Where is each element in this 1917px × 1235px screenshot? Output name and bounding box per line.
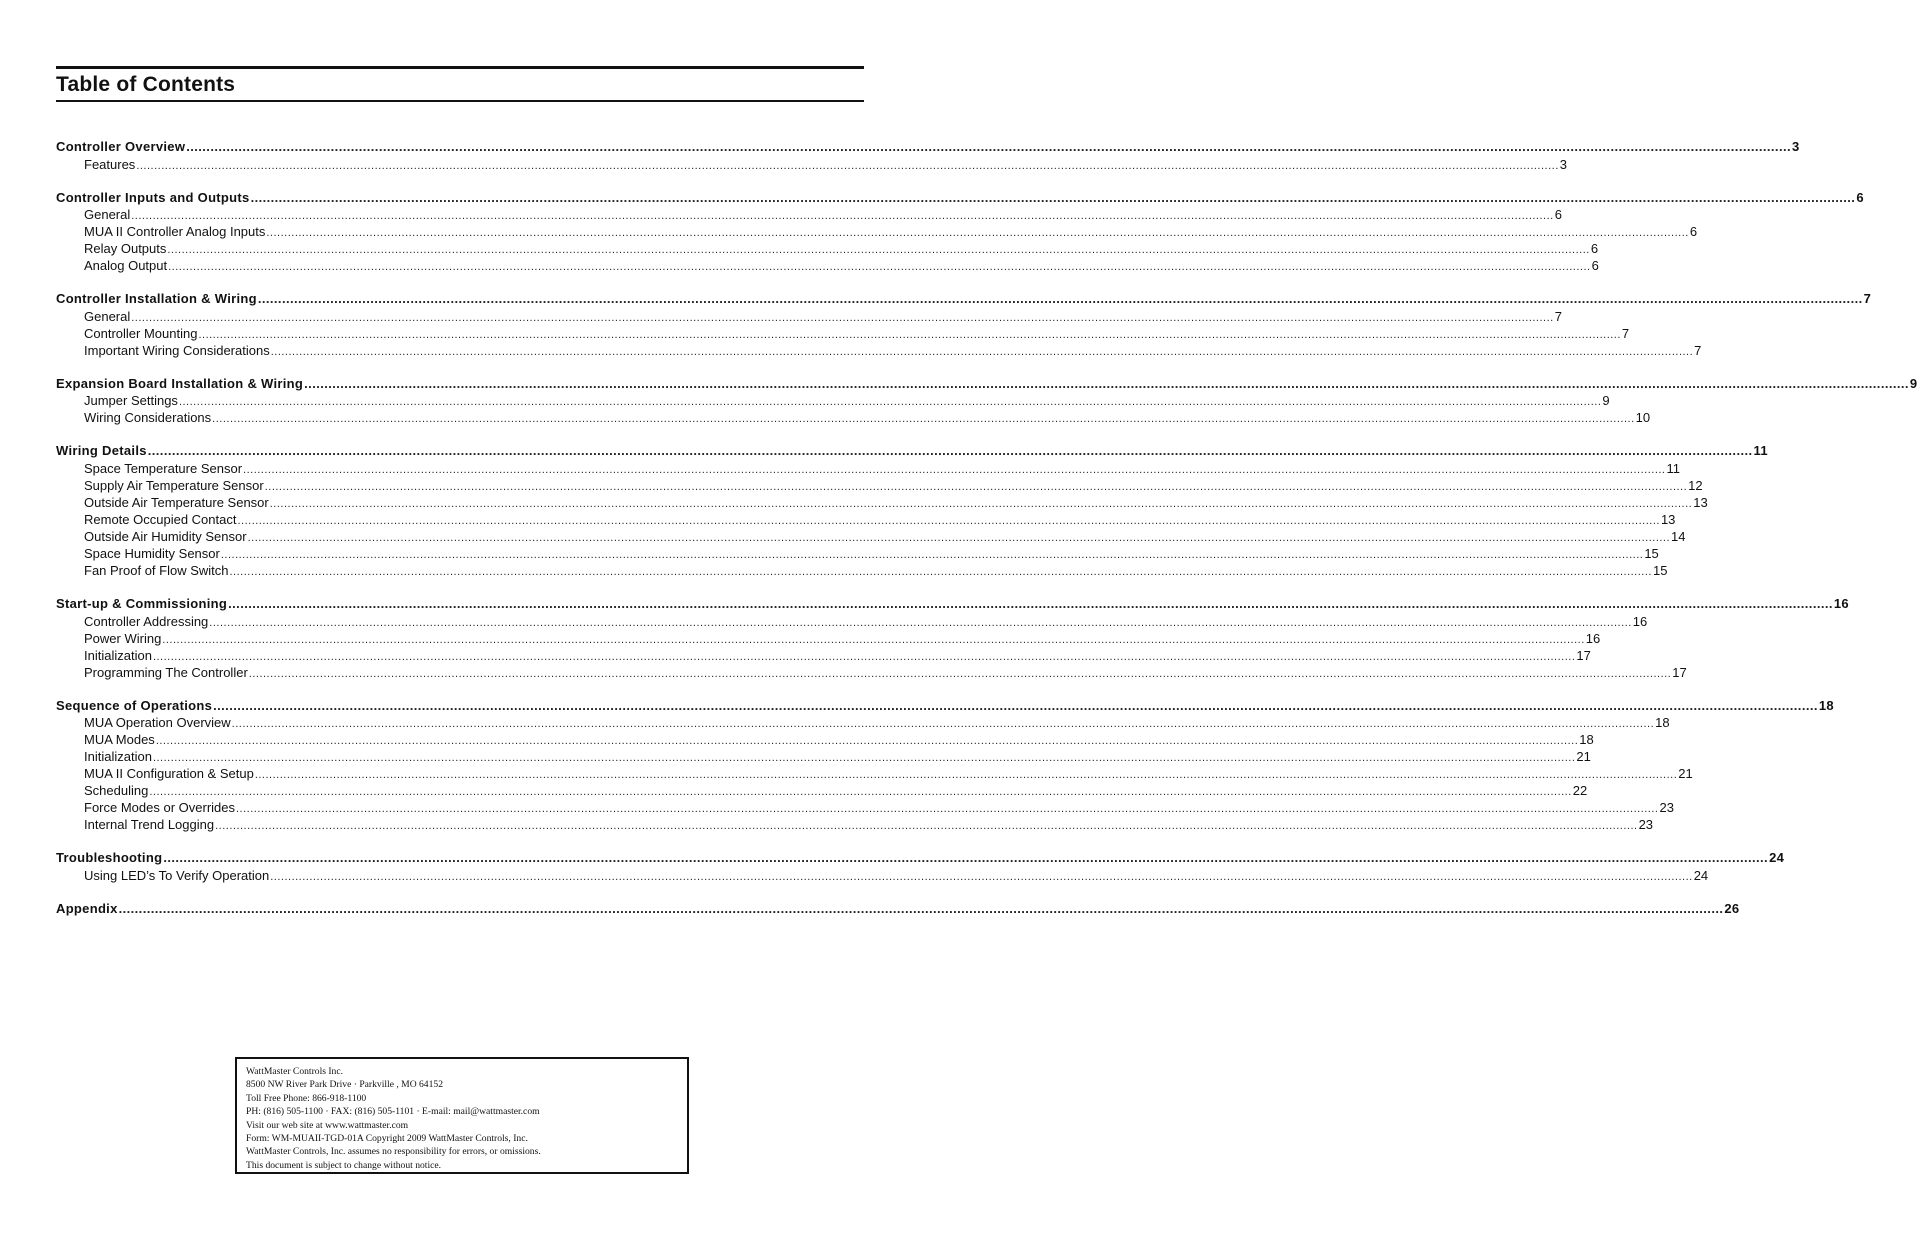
footer-line: WattMaster Controls Inc.	[246, 1066, 344, 1077]
page-number: 17	[1576, 647, 1591, 663]
dot-leader: ................................................................................................................................................................................................................................................................................................................................................................................................................	[229, 565, 1652, 578]
dot-leader: ................................................................................................................................................................................................................................................................................................................................................................................................................	[167, 244, 1590, 257]
page-number: 3	[1559, 156, 1568, 172]
entry-label: Wiring Considerations	[84, 410, 212, 426]
toc-entry[interactable]	[56, 156, 1568, 174]
entry-label: Force Modes or Overrides	[84, 800, 235, 816]
title-rule-top	[56, 66, 864, 69]
entry-label: Features	[84, 156, 136, 172]
entry-label: Supply Air Temperature Sensor	[84, 477, 264, 493]
page-number: 15	[1644, 545, 1659, 561]
dot-leader: ................................................................................................................................................................................................................................................................................................................................................................................................................	[136, 159, 1559, 172]
dot-leader: ................................................................................................................................................................................................................................................................................................................................................................................................................	[118, 900, 1724, 916]
toc-section-heading[interactable]	[56, 291, 1872, 309]
dot-leader: ................................................................................................................................................................................................................................................................................................................................................................................................................	[269, 497, 1693, 510]
toc-section-heading[interactable]	[56, 443, 1768, 461]
section-title: Sequence of Operations	[56, 697, 213, 713]
dot-leader: ................................................................................................................................................................................................................................................................................................................................................................................................................	[152, 650, 1576, 663]
entry-label: MUA Modes	[84, 732, 155, 748]
toc-entry[interactable]	[56, 207, 1562, 224]
entry-label: Remote Occupied Contact	[84, 511, 237, 527]
footer-contact-box	[235, 1057, 689, 1174]
toc-entry[interactable]	[56, 511, 1676, 529]
dot-leader: ................................................................................................................................................................................................................................................................................................................................................................................................................	[131, 311, 1554, 324]
toc-entry[interactable]	[56, 393, 1610, 410]
page-title: Table of Contents	[56, 73, 236, 96]
toc-section-heading[interactable]	[56, 900, 1740, 919]
dot-leader: ................................................................................................................................................................................................................................................................................................................................................................................................................	[149, 786, 1572, 799]
dot-leader: ................................................................................................................................................................................................................................................................................................................................................................................................................	[237, 514, 1660, 527]
toc-entry[interactable]	[56, 630, 1601, 648]
page-number: 24	[1693, 867, 1709, 883]
entry-label: Controller Addressing	[84, 613, 209, 629]
dot-leader: ................................................................................................................................................................................................................................................................................................................................................................................................................	[266, 227, 1689, 240]
page-number: 18	[1818, 697, 1834, 713]
page-number: 6	[1856, 189, 1864, 205]
page-number: 6	[1689, 224, 1698, 240]
footer-line: PH: (816) 505-1100 · FAX: (816) 505-1101 · E-mail: mail@wattmaster.com	[246, 1106, 540, 1118]
toc-section-heading[interactable]	[56, 139, 1800, 157]
page-number: 22	[1572, 783, 1588, 799]
toc-entry[interactable]	[56, 224, 1698, 241]
page-number: 24	[1769, 850, 1785, 866]
entry-label: General	[84, 308, 131, 324]
dot-leader: ................................................................................................................................................................................................................................................................................................................................................................................................................	[270, 345, 1694, 358]
toc-section	[56, 595, 1849, 682]
footer-line: This document is subject to change without notice.	[246, 1159, 442, 1171]
entry-label: MUA II Configuration & Setup	[84, 766, 254, 782]
page-number: 13	[1660, 511, 1676, 527]
toc-section	[56, 375, 1917, 428]
section-title: Expansion Board Installation & Wiring	[56, 375, 304, 391]
section-title: Wiring Details	[56, 443, 147, 459]
toc-section-heading[interactable]	[56, 697, 1834, 716]
page-number: 13	[1693, 494, 1708, 510]
page-number: 17	[1672, 664, 1687, 680]
page-number: 7	[1621, 325, 1630, 341]
title-rule-bottom	[56, 100, 864, 102]
entry-label: Programming The Controller	[84, 664, 248, 680]
toc-entry[interactable]	[56, 800, 1674, 817]
page-number: 7	[1554, 308, 1562, 324]
page-number: 7	[1694, 342, 1702, 358]
page-number: 16	[1585, 630, 1601, 646]
toc-entry[interactable]	[56, 460, 1680, 478]
page-number: 21	[1576, 749, 1591, 765]
toc-section	[56, 139, 1800, 174]
dot-leader: ................................................................................................................................................................................................................................................................................................................................................................................................................	[209, 616, 1632, 629]
page-number: 21	[1678, 766, 1693, 782]
dot-leader: ................................................................................................................................................................................................................................................................................................................................................................................................................	[152, 752, 1576, 765]
toc-entry[interactable]	[56, 562, 1668, 580]
section-title: Troubleshooting	[56, 850, 163, 866]
toc-entry[interactable]	[56, 783, 1588, 800]
dot-leader: ................................................................................................................................................................................................................................................................................................................................................................................................................	[250, 189, 1856, 205]
dot-leader: ................................................................................................................................................................................................................................................................................................................................................................................................................	[215, 820, 1638, 833]
toc-entry[interactable]	[56, 817, 1654, 834]
entry-label: Relay Outputs	[84, 241, 167, 257]
page-number: 23	[1638, 817, 1654, 833]
toc-entry[interactable]	[56, 545, 1659, 563]
toc-entry[interactable]	[56, 715, 1670, 732]
footer-line: Visit our web site at www.wattmaster.com	[246, 1119, 409, 1131]
toc-entry[interactable]	[56, 749, 1591, 766]
dot-leader: ................................................................................................................................................................................................................................................................................................................................................................................................................	[186, 139, 1791, 154]
section-title: Controller Installation & Wiring	[56, 291, 257, 307]
dot-leader: ................................................................................................................................................................................................................................................................................................................................................................................................................	[178, 396, 1602, 409]
dot-leader: ................................................................................................................................................................................................................................................................................................................................................................................................................	[254, 769, 1678, 782]
toc-section	[56, 900, 1740, 919]
toc-section	[56, 189, 1864, 276]
dot-leader: ................................................................................................................................................................................................................................................................................................................................................................................................................	[264, 480, 1688, 493]
page-number: 6	[1554, 207, 1562, 223]
entry-label: Outside Air Humidity Sensor	[84, 528, 247, 544]
dot-leader: ................................................................................................................................................................................................................................................................................................................................................................................................................	[198, 328, 1621, 341]
toc-section-heading[interactable]	[56, 375, 1917, 394]
footer-line: 8500 NW River Park Drive · Parkville , MO 64152	[246, 1079, 443, 1091]
page-number: 15	[1652, 562, 1668, 578]
page-number: 18	[1579, 732, 1594, 748]
toc-entry[interactable]	[56, 664, 1687, 682]
entry-label: Outside Air Temperature Sensor	[84, 494, 269, 510]
page-number: 26	[1724, 900, 1740, 916]
page-number: 16	[1833, 595, 1849, 611]
dot-leader: ................................................................................................................................................................................................................................................................................................................................................................................................................	[155, 735, 1579, 748]
dot-leader: ................................................................................................................................................................................................................................................................................................................................................................................................................	[243, 463, 1666, 476]
page-number: 11	[1753, 443, 1768, 459]
toc-section	[56, 850, 1785, 885]
entry-label: Space Humidity Sensor	[84, 545, 220, 561]
page-number: 3	[1791, 139, 1800, 154]
toc-section-heading[interactable]	[56, 189, 1864, 208]
entry-label: Jumper Settings	[84, 393, 178, 409]
footer-line: WattMaster Controls, Inc. assumes no responsibility for errors, or omissions.	[246, 1146, 541, 1158]
toc-section-heading[interactable]	[56, 595, 1849, 614]
section-title: Controller Overview	[56, 139, 186, 154]
table-of-contents	[56, 139, 1917, 934]
toc-entry[interactable]	[56, 410, 1651, 427]
dot-leader: ................................................................................................................................................................................................................................................................................................................................................................................................................	[304, 375, 1909, 391]
toc-entry[interactable]	[56, 613, 1648, 631]
page-number: 11	[1666, 460, 1680, 476]
dot-leader: ................................................................................................................................................................................................................................................................................................................................................................................................................	[131, 210, 1554, 223]
dot-leader: ................................................................................................................................................................................................................................................................................................................................................................................................................	[168, 261, 1591, 274]
toc-section	[56, 443, 1768, 580]
toc-entry[interactable]	[56, 732, 1594, 749]
entry-label: Analog Output	[84, 258, 168, 274]
entry-label: MUA Operation Overview	[84, 715, 231, 731]
footer-line: Toll Free Phone: 866-918-1100	[246, 1092, 367, 1104]
entry-label: MUA II Controller Analog Inputs	[84, 224, 266, 240]
dot-leader: ................................................................................................................................................................................................................................................................................................................................................................................................................	[257, 291, 1863, 307]
section-title: Appendix	[56, 900, 118, 916]
dot-leader: ................................................................................................................................................................................................................................................................................................................................................................................................................	[163, 850, 1769, 866]
page-number: 18	[1655, 715, 1670, 731]
toc-entry[interactable]	[56, 258, 1599, 275]
dot-leader: ................................................................................................................................................................................................................................................................................................................................................................................................................	[213, 697, 1818, 713]
page-number: 9	[1909, 375, 1917, 391]
toc-section-heading[interactable]	[56, 850, 1785, 868]
dot-leader: ................................................................................................................................................................................................................................................................................................................................................................................................................	[247, 531, 1671, 544]
entry-label: Important Wiring Considerations	[84, 342, 270, 358]
dot-leader: ................................................................................................................................................................................................................................................................................................................................................................................................................	[231, 718, 1655, 731]
dot-leader: ................................................................................................................................................................................................................................................................................................................................................................................................................	[236, 803, 1659, 816]
page-number: 12	[1688, 477, 1703, 493]
entry-label: Scheduling	[84, 783, 149, 799]
entry-label: Internal Trend Logging	[84, 817, 215, 833]
entry-label: Initialization	[84, 749, 152, 765]
toc-entry[interactable]	[56, 342, 1702, 360]
page-number: 10	[1635, 410, 1651, 426]
toc-entry[interactable]	[56, 647, 1591, 665]
dot-leader: ................................................................................................................................................................................................................................................................................................................................................................................................................	[248, 667, 1672, 680]
toc-entry[interactable]	[56, 308, 1562, 326]
entry-label: Fan Proof of Flow Switch	[84, 562, 229, 578]
toc-entry[interactable]	[56, 477, 1703, 495]
page-number: 7	[1863, 291, 1872, 307]
dot-leader: ................................................................................................................................................................................................................................................................................................................................................................................................................	[162, 633, 1585, 646]
entry-label: Power Wiring	[84, 630, 162, 646]
dot-leader: ................................................................................................................................................................................................................................................................................................................................................................................................................	[220, 548, 1644, 561]
toc-entry[interactable]	[56, 494, 1708, 512]
toc-entry[interactable]	[56, 325, 1630, 343]
toc-section	[56, 697, 1834, 835]
entry-label: Using LED’s To Verify Operation	[84, 867, 270, 883]
footer-line: Form: WM-MUAII-TGD-01A Copyright 2009 WattMaster Controls, Inc.	[246, 1133, 528, 1145]
entry-label: Space Temperature Sensor	[84, 460, 243, 476]
page-number: 9	[1602, 393, 1610, 409]
page-number: 6	[1591, 258, 1599, 274]
toc-entry[interactable]	[56, 766, 1693, 783]
dot-leader: ................................................................................................................................................................................................................................................................................................................................................................................................................	[228, 595, 1833, 611]
entry-label: General	[84, 207, 131, 223]
page-number: 14	[1671, 528, 1686, 544]
section-title: Controller Inputs and Outputs	[56, 189, 250, 205]
entry-label: Controller Mounting	[84, 325, 198, 341]
dot-leader: ................................................................................................................................................................................................................................................................................................................................................................................................................	[270, 870, 1693, 883]
page-number: 6	[1590, 241, 1599, 257]
toc-entry[interactable]	[56, 528, 1686, 546]
page-number: 23	[1659, 800, 1674, 816]
section-title: Start-up & Commissioning	[56, 595, 228, 611]
page-number: 16	[1632, 613, 1648, 629]
toc-section	[56, 291, 1872, 360]
toc-entry[interactable]	[56, 241, 1599, 258]
toc-entry[interactable]	[56, 867, 1709, 885]
dot-leader: ................................................................................................................................................................................................................................................................................................................................................................................................................	[212, 413, 1635, 426]
dot-leader: ................................................................................................................................................................................................................................................................................................................................................................................................................	[147, 443, 1753, 459]
entry-label: Initialization	[84, 647, 152, 663]
